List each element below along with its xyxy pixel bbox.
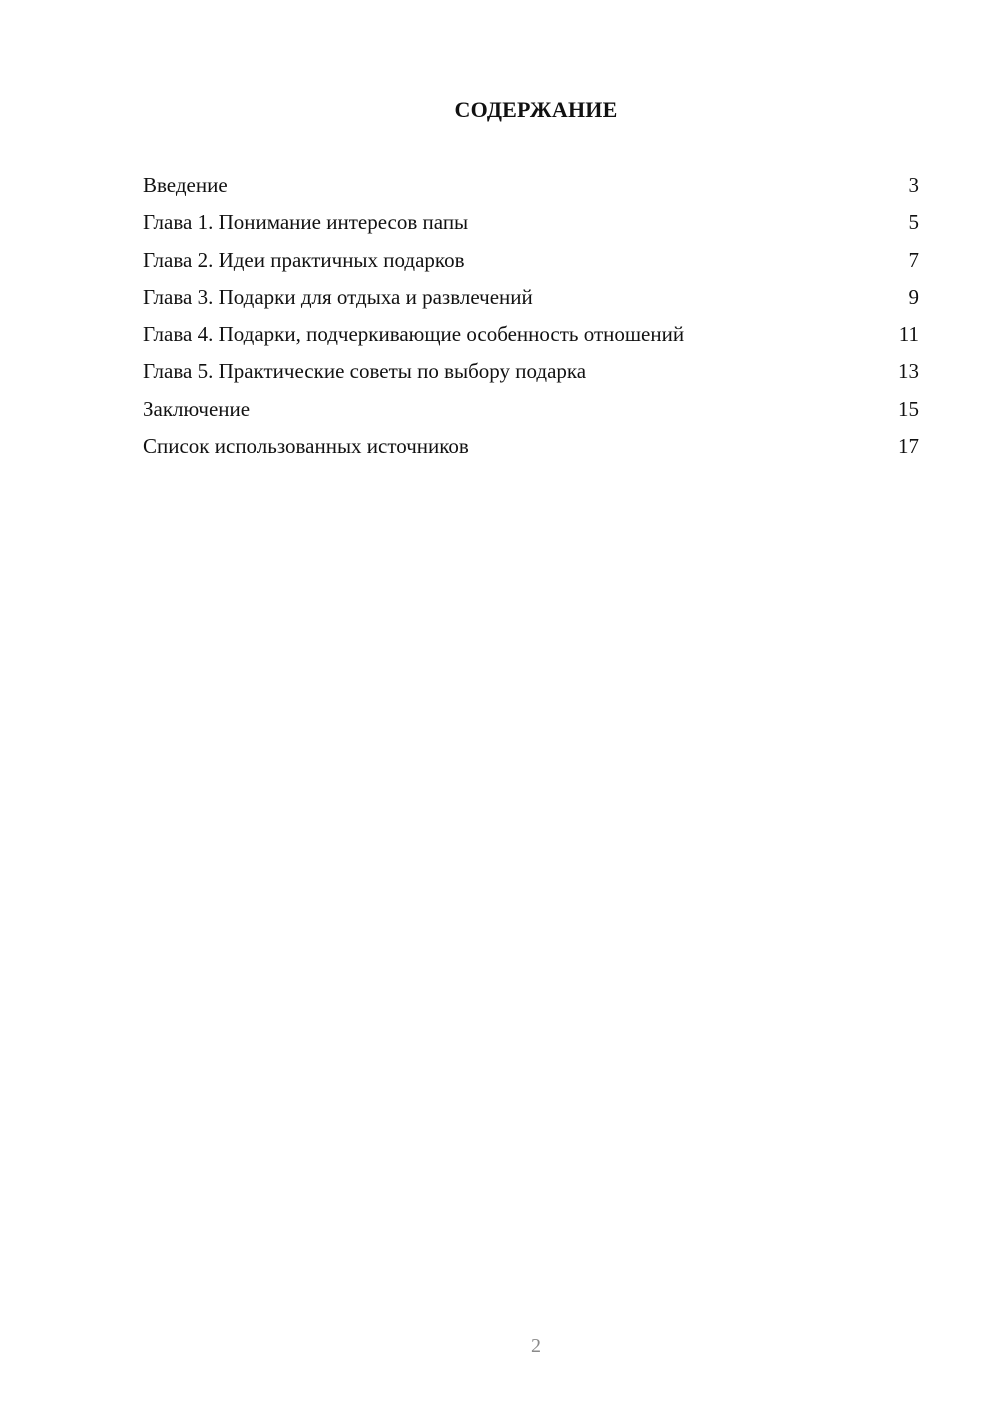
toc-entry-chapter-3 <box>143 280 919 317</box>
toc-entry-page: 5 <box>908 210 919 235</box>
toc-entry-label: Заключение <box>143 396 251 421</box>
toc-entry-introduction <box>143 168 919 205</box>
toc-entry-label: Список использованных источников <box>143 434 469 459</box>
toc-entry-label: Глава 3. Подарки для отдыха и развлечений <box>143 284 533 309</box>
toc-entry-chapter-5 <box>143 354 919 391</box>
toc-entry-chapter-1 <box>143 205 919 242</box>
toc-entry-label: Глава 1. Понимание интересов папы <box>143 210 469 235</box>
toc-entry-references <box>143 429 919 466</box>
toc-entry-page: 7 <box>908 247 919 272</box>
toc-entry-label: Глава 2. Идеи практичных подарков <box>143 247 465 272</box>
toc-entry-page: 9 <box>908 284 919 309</box>
table-of-contents <box>143 168 919 466</box>
toc-entry-chapter-2 <box>143 243 919 280</box>
page-title: СОДЕРЖАНИЕ <box>454 97 618 122</box>
toc-entry-chapter-4 <box>143 317 919 354</box>
toc-entry-label: Введение <box>143 173 228 197</box>
toc-entry-conclusion <box>143 392 919 429</box>
toc-entry-page: 15 <box>898 396 919 421</box>
toc-entry-page: 11 <box>898 322 919 347</box>
toc-entry-page: 13 <box>898 359 919 384</box>
page-number: 2 <box>531 1335 541 1357</box>
toc-entry-page: 3 <box>908 173 919 197</box>
toc-entry-page: 17 <box>898 434 919 459</box>
toc-entry-label: Глава 4. Подарки, подчеркивающие особенность отношений <box>143 322 685 347</box>
toc-entry-label: Глава 5. Практические советы по выбору подарка <box>143 359 587 384</box>
